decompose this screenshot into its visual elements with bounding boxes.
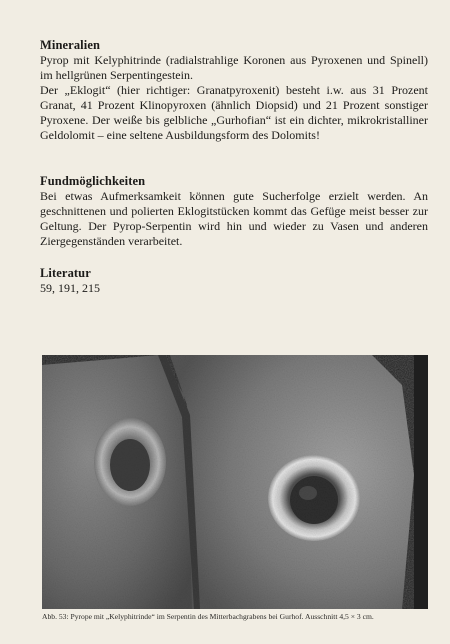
section-literatur — [40, 265, 428, 296]
paragraph-eklogit: Der „Eklogit“ (hier richtiger: Granatpyroxenit) besteht i.w. aus 31 Prozent Granat, 41 Prozent Klinopyroxen (ähnlich Diopsid) und 21 Prozent sonstiger Pyroxene. Der weiße bis gelbliche „Gurhofian“ ist ein dichter, mikrokristalliner Geldolomit – eine seltene Ausbildungsform des Dolomits! — [40, 83, 428, 142]
section-heading-literatur: Literatur — [40, 266, 91, 280]
section-mineralien — [40, 37, 428, 143]
section-fundmoeglichkeiten — [40, 173, 428, 249]
section-heading-mineralien: Mineralien — [40, 38, 101, 52]
paragraph-pyrop: Pyrop mit Kelyphitrinde (radialstrahlige Koronen aus Pyroxenen und Spinell) im hellgrünen Serpentingestein. — [40, 53, 428, 82]
section-heading-fundmoeglichkeiten: Fundmöglichkeiten — [40, 174, 146, 188]
figure-caption: Abb. 53: Pyrope mit „Kelyphitrinde“ im Serpentin des Mitterbachgrabens bei Gurhof. Ausschnitt 4,5 × 3 cm. — [42, 612, 374, 621]
figure-photo-pyrope-serpentine — [42, 355, 428, 609]
literature-references: 59, 191, 215 — [40, 281, 100, 295]
paragraph-fundmoeglichkeiten: Bei etwas Aufmerksamkeit können gute Sucherfolge erzielt werden. An geschnittenen und polierten Eklogitstücken kommt das Gefüge meist besser zur Geltung. Der Pyrop-Serpentin wird hin und wieder zu Vasen und anderen Ziergegenständen verarbeitet. — [40, 189, 428, 248]
